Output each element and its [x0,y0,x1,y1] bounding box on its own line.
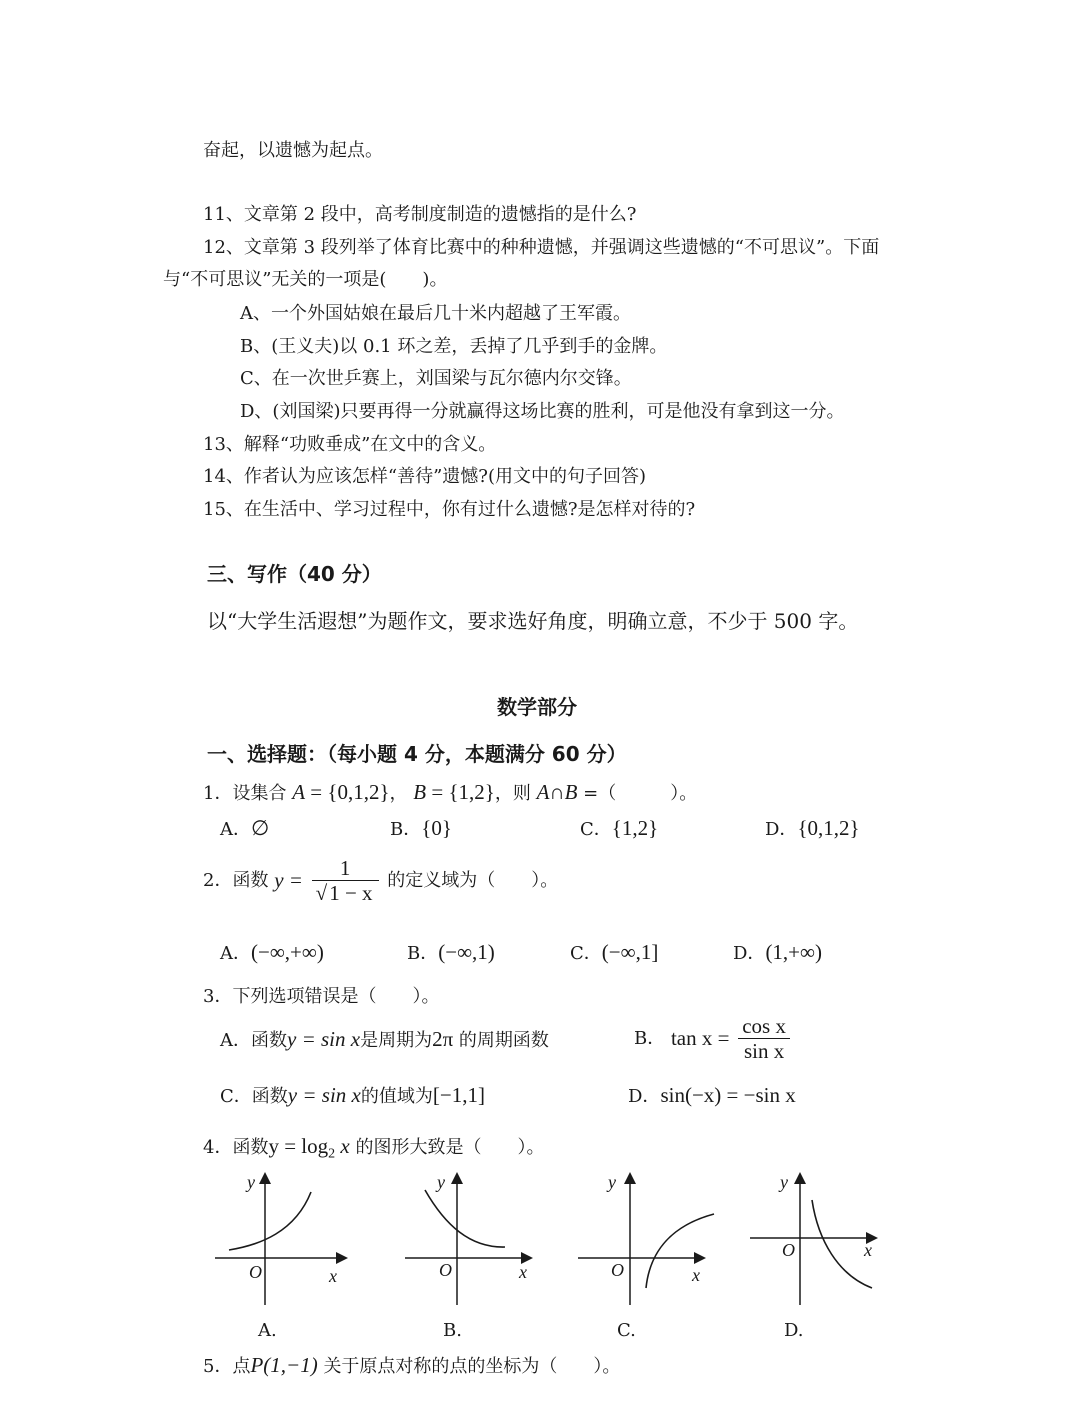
graph-a-curve [229,1192,311,1250]
graph-a-label: A. [258,1320,277,1341]
graph-b-origin: O [439,1260,452,1280]
math-section-title: 数学部分 [497,695,577,719]
q12-option-b: B、(王义夫)以 0.1 环之差，丢掉了几乎到手的金牌。 [240,336,668,357]
q1-number: 1．设集合 [203,783,287,804]
graph-d-label: D. [784,1320,804,1341]
q12-option-d: D、(刘国梁)只要再得一分就赢得这场比赛的胜利，可是他没有拿到这一分。 [240,401,845,422]
question-15: 15、在生活中、学习过程中，你有过什么遗憾?是怎样对待的? [203,499,696,520]
q1-option-d: D．{0,1,2} [765,816,860,840]
question-4: 4．函数$y = \log_2 x$ 的图形大致是（ ）。 [203,1134,545,1162]
question-5: 5．点P(1,−1) 关于原点对称的点的坐标为（ ）。 [203,1353,621,1377]
q1-option-a: A．∅ [220,816,270,840]
q1-set-a: {0,1,2} [327,780,390,804]
graph-d-origin: O [782,1240,795,1260]
q2-number: 2．函数 [203,869,269,891]
graph-a [215,1170,355,1310]
question-13: 13、解释“功败垂成”在文中的含义。 [203,434,497,455]
graph-a-x-label: x [329,1266,337,1286]
q12-option-c: C、在一次世乒赛上，刘国梁与瓦尔德内尔交锋。 [240,368,632,389]
graph-d-x-label: x [864,1240,872,1260]
question-3: 3．下列选项错误是（ ）。 [203,986,440,1007]
graph-c [578,1170,718,1310]
q1-then: ，则 [494,783,531,804]
q2-option-c: C．(−∞,1] [570,940,659,964]
q1-option-c: C．{1,2} [580,816,659,840]
graph-b-y-label: y [437,1172,445,1192]
graph-c-label: C. [617,1320,636,1341]
graph-a-origin: O [249,1262,262,1282]
graph-c-curve [646,1214,714,1288]
graph-b-label: B. [443,1320,462,1341]
graph-b-curve [425,1190,505,1247]
graph-a-y-label: y [247,1172,255,1192]
q12-option-a: A、一个外国姑娘在最后几十米内超越了王军霞。 [240,303,631,324]
q2-denominator: 1 − x [329,881,373,906]
graph-c-plot [578,1170,718,1310]
graph-c-origin: O [611,1260,624,1280]
question-2 [203,856,558,905]
q3-option-c: C．函数y = sin x的值域为[−1,1] [220,1083,485,1107]
q3-option-d: D．sin(−x) = −sin x [628,1083,796,1107]
q1-option-b: B．{0} [390,816,452,840]
question-1: 1．设集合 A = {0,1,2}， B = {1,2}，则 A∩B =（ ）。 [203,780,698,804]
math-part1-heading: 一、选择题：（每小题 4 分，本题满分 60 分） [207,742,627,766]
graph-b-plot [405,1170,545,1310]
q2-option-d: D．(1,+∞) [733,940,822,964]
graph-c-x-label: x [692,1265,700,1285]
graph-b-x-label: x [519,1262,527,1282]
q1-set-b: {1,2} [448,780,495,804]
q3-option-a: A．函数y = sin x是周期为2π 的周期函数 [220,1027,549,1051]
q2-lhs: y = [274,868,303,893]
q2-numerator: 1 [312,856,379,881]
q1-sep: ， [389,783,408,804]
intro-line: 奋起，以遗憾为起点。 [203,140,383,161]
q2-fraction [312,856,379,905]
q2-root-sign: √ [315,881,328,906]
question-12-line2: 与“不可思议”无关的一项是( )。 [163,269,448,290]
graph-d [750,1170,890,1310]
q2-tail: 的定义域为（ ）。 [387,869,559,891]
q2-option-a: A．(−∞,+∞) [220,940,324,964]
graph-a-plot [215,1170,355,1310]
question-11: 11、文章第 2 段中，高考制度制造的遗憾指的是什么? [203,204,637,225]
question-14: 14、作者认为应该怎样“善待”遗憾?(用文中的句子回答) [203,466,647,487]
q1-set-a-name: A [292,780,306,804]
graph-c-y-label: y [608,1172,616,1192]
question-12-line1: 12、文章第 3 段列举了体育比赛中的种种遗憾，并强调这些遗憾的“不可思议”。下面 [203,237,880,258]
q1-tail: =（ ）。 [583,783,698,804]
writing-heading: 三、写作（40 分） [207,562,382,586]
q3-option-b: B． tan x = $\frac{\text{cos x}}{\text{sin x}}$ [634,1014,793,1063]
graph-d-curve [812,1200,872,1288]
q1-expression: A∩B [536,780,578,804]
q2-option-b: B．(−∞,1) [407,940,495,964]
writing-prompt: 以“大学生活遐想”为题作文，要求选好角度，明确立意，不少于 500 字。 [207,609,859,633]
graph-d-y-label: y [780,1172,788,1192]
graph-b [405,1170,545,1310]
q1-set-b-name: B [413,780,427,804]
